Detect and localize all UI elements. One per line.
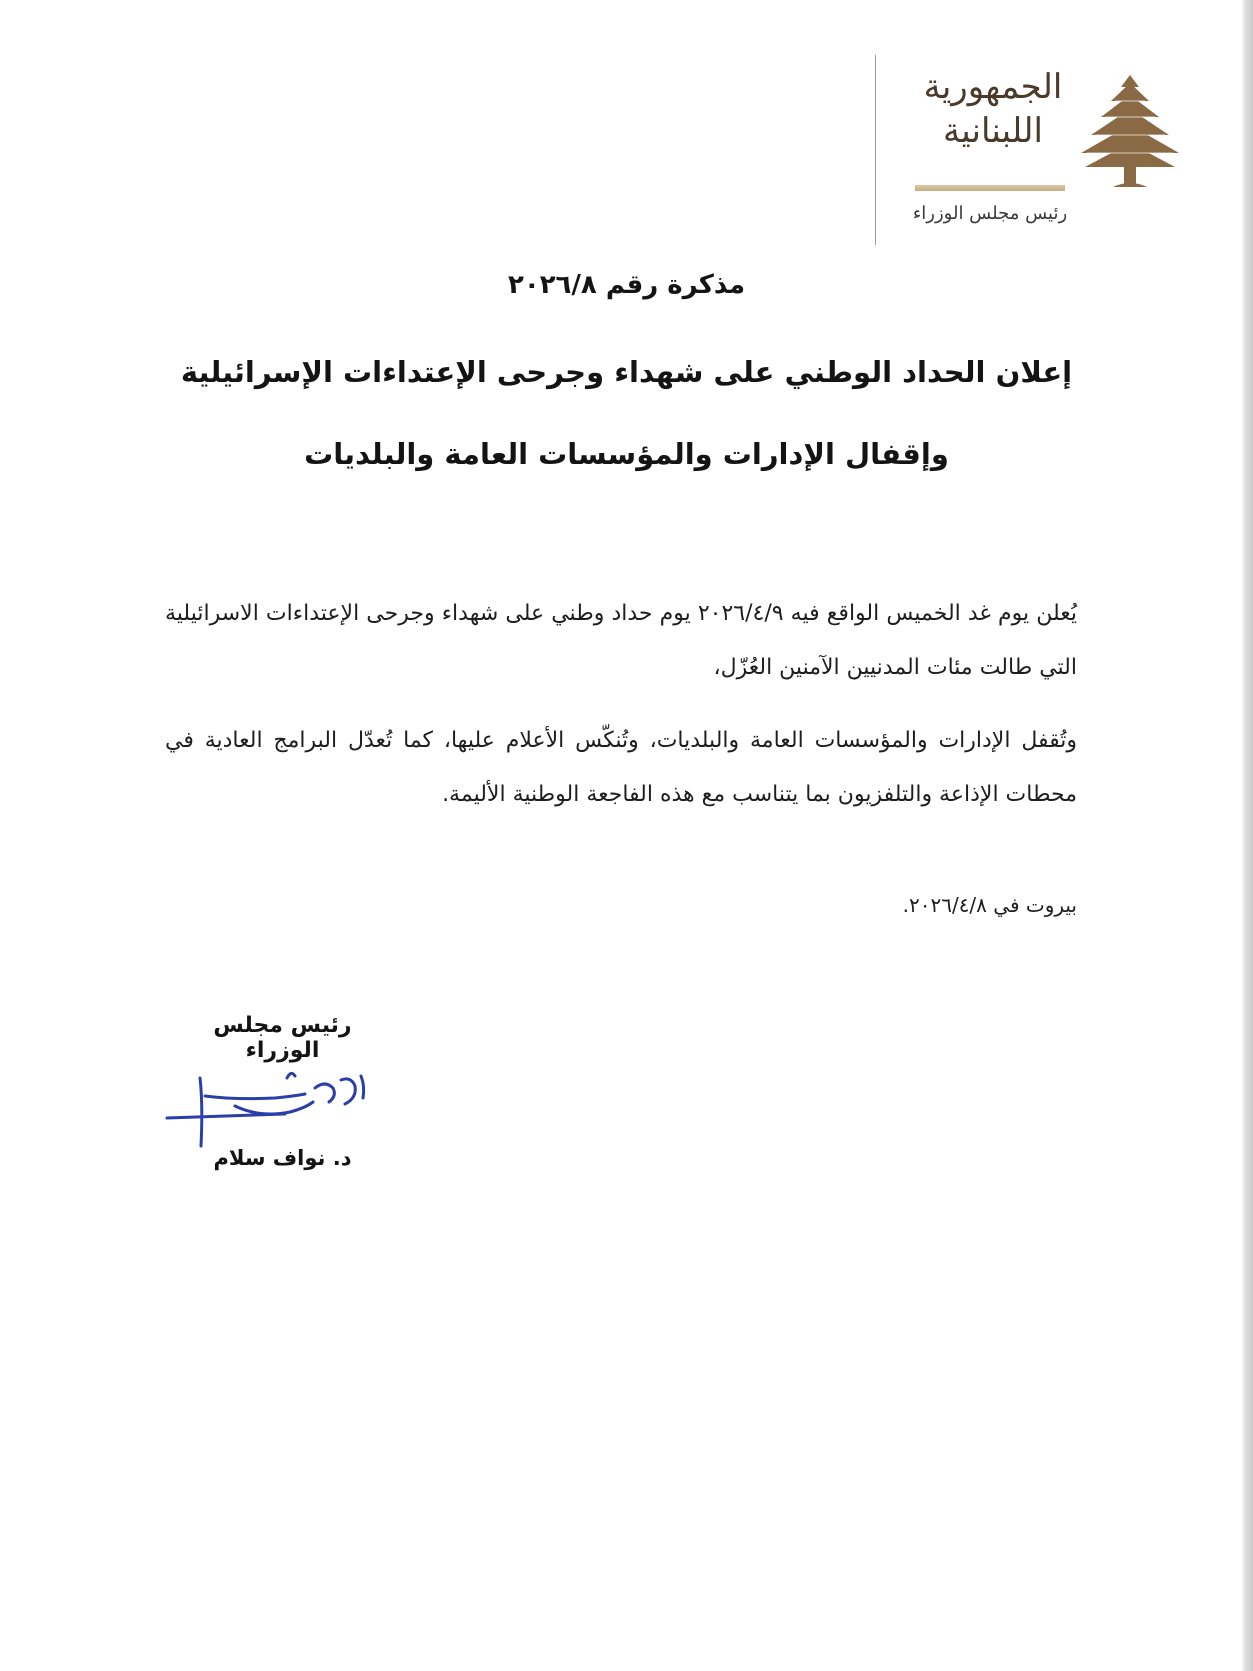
- body-paragraph-2: وتُقفل الإدارات والمؤسسات العامة والبلديات، وتُنكّس الأعلام عليها، كما تُعدّل البرامج العادية في محطات الإذاعة والتلفزيون بما يتناسب مع هذه الفاجعة الوطنية الأليمة.: [165, 728, 1077, 807]
- signatory-title: رئيس مجلس الوزراء: [213, 1013, 352, 1063]
- memo-number: مذكرة رقم ٢٠٢٦/٨: [507, 270, 746, 300]
- letterhead-rule: [915, 185, 1065, 191]
- memo-heading-line-2: وإقفال الإدارات والمؤسسات العامة والبلديات: [304, 437, 949, 471]
- page-edge-shadow: [1241, 0, 1253, 1671]
- memo-heading-line-1: إعلان الحداد الوطني على شهداء وجرحى الإعتداءات الإسرائيلية: [180, 355, 1073, 389]
- letterhead: [875, 55, 1195, 245]
- letterhead-divider: [875, 55, 876, 245]
- body-paragraph-1: يُعلن يوم غد الخميس الواقع فيه ٢٠٢٦/٤/٩ يوم حداد وطني على شهداء وجرحى الإعتداءات الاسرائيلية التي طالت مئات المدنيين الآمنين العُزّل،: [165, 601, 1078, 680]
- handwritten-signature: [165, 1058, 375, 1148]
- place-and-date: بيروت في ٢٠٢٦/٤/٨.: [902, 893, 1077, 917]
- republic-line-2: اللبنانية: [943, 111, 1043, 151]
- republic-line-1: الجمهورية: [923, 67, 1063, 107]
- cedar-tree-icon: [1075, 67, 1185, 197]
- office-label: رئيس مجلس الوزراء: [912, 203, 1068, 224]
- signatory-name: د. نواف سلام: [213, 1146, 352, 1170]
- republic-title: [913, 65, 1073, 153]
